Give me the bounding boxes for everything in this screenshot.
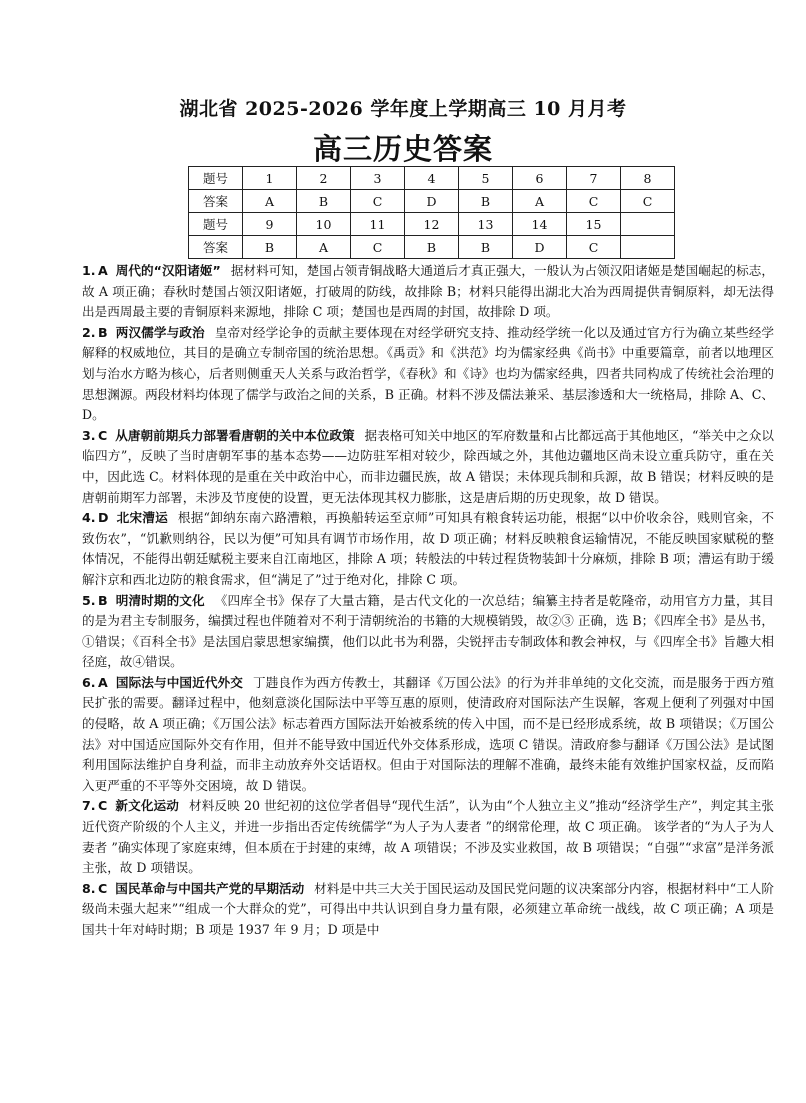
answer-table-cell: A xyxy=(513,190,567,213)
answer-explanation xyxy=(82,796,774,878)
answer-table-cell: B xyxy=(459,190,513,213)
answer-table-cell: A xyxy=(243,190,297,213)
explanation-text: 据表格可知关中地区的军府数量和占比都远高于其他地区，“举关中之众以临四方”，反映了当时唐朝军事的基本态势——边防驻军相对较少，除西域之外，其他边疆地区尚未设立重兵防守，重在关中，因此选 C。材料体现的是重在关中政治中心，而非边疆民族，故 A 错误；未体现兵制和兵源，故 B 错误；材料反映的是唐朝前期军力部署，未涉及节度使的设置，更无法体现其权力膨胀，这是唐后期的历史现象，故 D 错误。 xyxy=(82,427,774,505)
answer-explanation xyxy=(82,879,774,941)
question-topic: 新文化运动 xyxy=(115,798,179,814)
answer-table-cell: 10 xyxy=(297,213,351,236)
answer-table-cell: 7 xyxy=(567,167,621,190)
answer-table-header-cell: 题号 xyxy=(189,213,243,236)
answer-table-row xyxy=(189,213,675,236)
explanation-text: 材料是中共三大关于国民运动及国民党问题的议决案部分内容，根据材料中“工人阶级尚未强大起来”“组成一个大群众的党”，可得出中共认识到自身力量有限，必须建立革命统一战线，故 C 项正确；A 项是国共十年对峙时期；B 项是 1937 年 9 月；D 项是中 xyxy=(82,880,774,937)
exam-title: 湖北省 2025-2026 学年度上学期高三 10 月月考 xyxy=(179,98,627,120)
question-topic: 从唐朝前期兵力部署看唐朝的关中本位政策 xyxy=(115,427,355,443)
answer-table-row xyxy=(189,167,675,190)
answer-table xyxy=(188,166,675,259)
answer-table-cell: 3 xyxy=(351,167,405,190)
answer-explanation xyxy=(82,673,774,797)
explanation-text: 《四库全书》保存了大量古籍，是古代文化的一次总结；编纂主持者是乾隆帝，动用官方力量，其目的是为君主专制服务，编撰过程也伴随着对不利于清朝统治的书籍的大规模销毁，故②③ 正确，选 B；《四库全书》是丛书，①错误；《百科全书》是法国启蒙思想家编撰，他们以此书为利器，尖锐抨击专制政体和教会神权，与《四库全书》旨趣大相径庭，故④错误。 xyxy=(82,592,775,670)
answer-table-cell: 1 xyxy=(243,167,297,190)
answer-table-cell: D xyxy=(405,190,459,213)
answer-explanation xyxy=(82,426,774,508)
answer-table-cell: A xyxy=(297,236,351,259)
question-number: 5. xyxy=(82,592,96,608)
question-number: 2. xyxy=(82,324,96,340)
answer-table-cell: 2 xyxy=(297,167,351,190)
answer-table-cell: B xyxy=(243,236,297,259)
question-topic: 两汉儒学与政治 xyxy=(115,324,205,340)
answer-table-cell: C xyxy=(351,236,405,259)
answer-explanation xyxy=(82,591,774,673)
answer-explanation xyxy=(82,508,774,590)
question-topic: 北宋漕运 xyxy=(116,510,168,526)
answer-table-cell xyxy=(621,236,675,259)
question-number: 6. xyxy=(82,674,96,690)
answer-letter: B xyxy=(98,324,108,340)
explanation-text: 根据“卸纳东南六路漕粮，再换船转运至京师”可知具有粮食转运功能，根据“以中价收余谷，贱则官籴，不致伤农”，“饥歉则纳谷，民以为便”可知具有调节市场作用，故 D 项正确；材料反映粮食运输情况，不能反映国家赋税的整体情况，不能得出朝廷赋税主要来自江南地区，排除 A 项；转般法的中转过程货物装卸十分麻烦，排除 B 项；漕运有助于缓解汴京和西北边防的粮食需求，但“满足了”过于绝对化，排除 C 项。 xyxy=(82,510,774,587)
answer-table-header-cell: 答案 xyxy=(189,190,243,213)
answer-table-cell: C xyxy=(621,190,675,213)
explanations xyxy=(82,261,774,941)
answer-table-cell: 5 xyxy=(459,167,513,190)
question-number: 4. xyxy=(82,510,96,526)
explanation-text: 皇帝对经学论争的贡献主要体现在对经学研究支持、推动经学统一化以及通过官方行为确立某些经学解释的权威地位，其目的是确立专制帝国的统治思想。《禹贡》和《洪范》均为儒家经典《尚书》中重要篇章，前者以地理区划与治水方略为核心，后者则侧重天人关系与政治哲学，《春秋》和《诗》也均为儒家经典，四者共同构成了传统社会治理的思想渊源。两段材料均体现了儒学与政治之间的关系，B 正确。材料不涉及儒法兼采、基层渗透和大一统格局，排除 A、C、D。 xyxy=(82,324,775,423)
answer-table-cell: C xyxy=(351,190,405,213)
answer-letter: C xyxy=(98,427,108,443)
answer-table-cell: 8 xyxy=(621,167,675,190)
explanation-text: 材料反映 20 世纪初的这位学者倡导“现代生活”，认为由“个人独立主义”推动“经济学生产”，判定其主张近代资产阶级的个人主义，并进一步指出否定传统儒学“为人子为人妻者 ”的纲常伦理，故 C 项正确。 该学者的“为人子为人妻者 ”确实体现了家庭束缚，但本质在于封建的束缚，故 A 项错误；不涉及实业救国，故 B 项错误；“自强”“求富”是洋务派主张，故 D 项错误。 xyxy=(82,798,775,876)
answer-table-cell: C xyxy=(567,236,621,259)
question-topic: 国民革命与中国共产党的早期活动 xyxy=(115,880,305,896)
answer-table-cell: 14 xyxy=(513,213,567,236)
explanation-text: 丁韪良作为西方传教士，其翻译《万国公法》的行为并非单纯的文化交流，而是服务于西方殖民扩张的需要。翻译过程中，他刻意淡化国际法中平等互惠的原则，使清政府对国际法产生误解，客观上便利了列强对中国的侵略，故 A 项正确；《万国公法》标志着西方国际法开始被系统的传入中国，而不是已经形成系统，故 B 项错误；《万国公法》对中国适应国际外交有作用，但并不能导致中国近代外交体系形成，选项 C 错误。清政府参与翻译《万国公法》是试图利用国际法维护自身利益，而非主动放弃外交话语权。但由于对国际法的理解不准确，最终未能有效维护国家权益，反而陷入更严重的不平等外交困境，故 D 错误。 xyxy=(82,674,775,793)
answer-table-cell: C xyxy=(567,190,621,213)
answer-letter: B xyxy=(98,592,108,608)
answer-table-cell: B xyxy=(297,190,351,213)
answer-letter: D xyxy=(98,510,109,526)
answer-letter: C xyxy=(98,798,108,814)
question-number: 8. xyxy=(82,880,96,896)
answer-letter: A xyxy=(98,674,108,690)
answer-explanation xyxy=(82,323,774,426)
answer-table-header-cell: 答案 xyxy=(189,236,243,259)
answer-table-row xyxy=(189,190,675,213)
question-topic: 国际法与中国近代外交 xyxy=(115,674,243,690)
answer-table-cell: 13 xyxy=(459,213,513,236)
answer-table-cell xyxy=(621,213,675,236)
answer-table-cell: 6 xyxy=(513,167,567,190)
question-number: 1. xyxy=(82,263,96,278)
answer-letter: C xyxy=(98,880,108,896)
answer-letter: A xyxy=(98,263,108,278)
answer-table-cell: B xyxy=(459,236,513,259)
answer-table-header-cell: 题号 xyxy=(189,167,243,190)
answer-explanation xyxy=(82,261,774,323)
answer-table-cell: B xyxy=(405,236,459,259)
answer-table-cell: 9 xyxy=(243,213,297,236)
question-number: 3. xyxy=(82,427,96,443)
answer-table-cell: D xyxy=(513,236,567,259)
answer-title: 高三历史答案 xyxy=(312,132,493,166)
answer-table-row xyxy=(189,236,675,259)
answer-table-cell: 4 xyxy=(405,167,459,190)
answer-table-cell: 11 xyxy=(351,213,405,236)
answer-table-cell: 15 xyxy=(567,213,621,236)
question-topic: 周代的“汉阳诸姬” xyxy=(115,263,221,278)
question-topic: 明清时期的文化 xyxy=(115,592,205,608)
explanation-text: 据材料可知，楚国占领青铜战略大通道后才真正强大，一般认为占领汉阳诸姬是楚国崛起的标志，故 A 项正确；春秋时楚国占领汉阳诸姬，打破周的防线，故排除 B；材料只能得出湖北大冶为西周提供青铜原料，却无法得出是西周最主要的青铜原料来源地，排除 C 项；楚国也是西周的封国，故排除 D 项。 xyxy=(82,263,774,320)
answer-table-cell: 12 xyxy=(405,213,459,236)
question-number: 7. xyxy=(82,798,96,814)
